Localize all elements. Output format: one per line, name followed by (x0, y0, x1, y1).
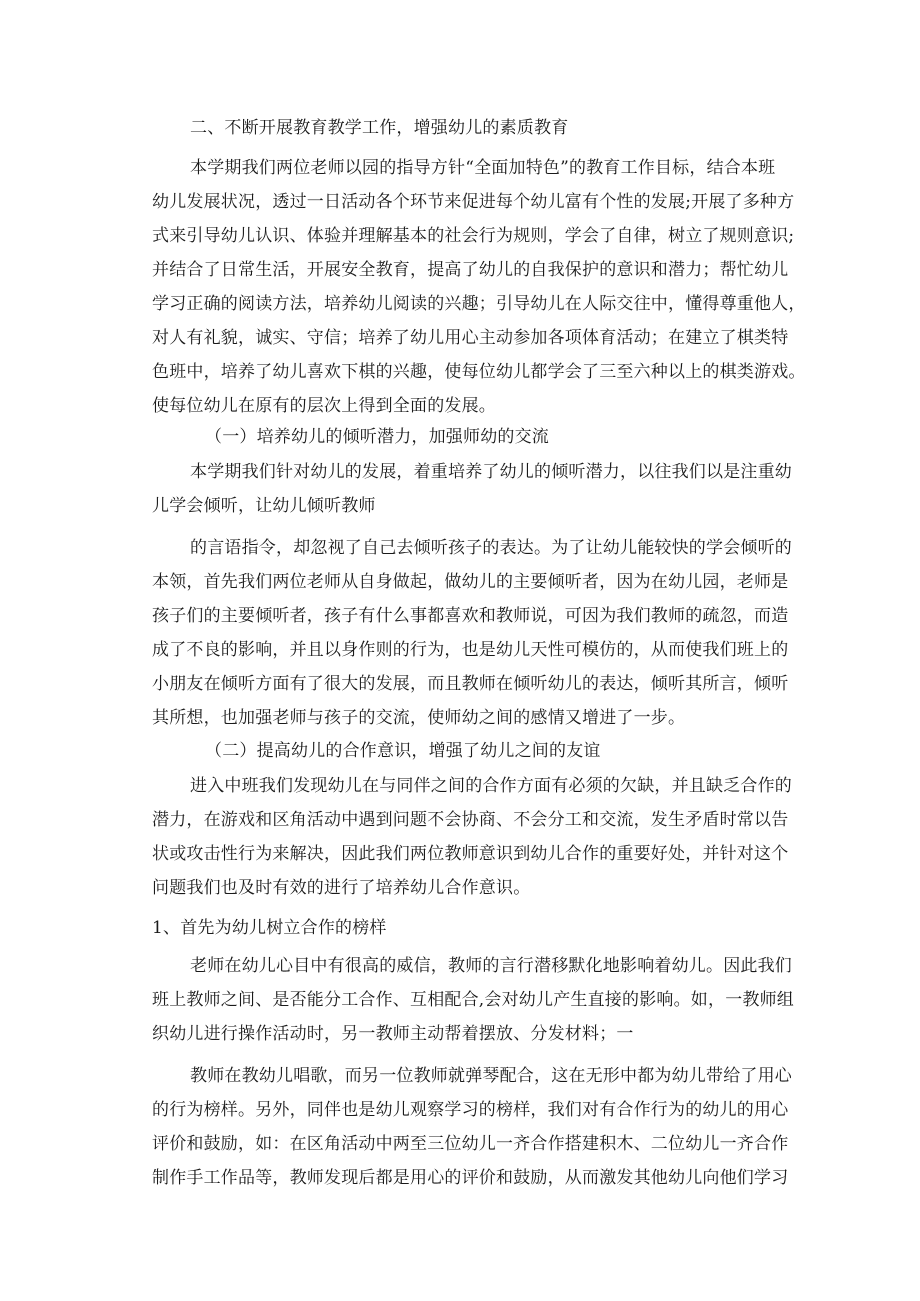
paragraph-line: 对人有礼貌，诚实、守信；培养了幼儿用心主动参加各项体育活动；在建立了棋类特 (152, 328, 789, 348)
paragraph-line: 教师在教幼儿唱歌，而另一位教师就弹琴配合，这在无形中都为幼儿带给了用心 (190, 1066, 792, 1086)
paragraph-line: 的行为榜样。另外，同伴也是幼儿观察学习的榜样，我们对有合作行为的幼儿的用心 (152, 1100, 789, 1120)
paragraph-line: 孩子们的主要倾听者，孩子有什么事都喜欢和教师说，可因为我们教师的疏忽，而造 (152, 606, 789, 626)
paragraph-line: 色班中，培养了幼儿喜欢下棋的兴趣，使每位幼儿都学会了三至六种以上的棋类游戏。 (152, 362, 806, 382)
paragraph-line: 小朋友在倾听方面有了很大的发展，而且教师在倾听幼儿的表达，倾听其所言，倾听 (152, 674, 789, 694)
paragraph-line: 成了不良的影响，并且以身作则的行为，也是幼儿天性可模仿的，从而使我们班上的 (152, 640, 789, 660)
paragraph-line: 本学期我们两位老师以园的指导方针“全面加特色”的教育工作目标，结合本班 (190, 158, 776, 178)
paragraph-line: 儿学会倾听，让幼儿倾听教师 (152, 496, 376, 516)
paragraph-line: 织幼儿进行操作活动时，另一教师主动帮着摆放、分发材料；一 (152, 1024, 634, 1044)
paragraph-line: 本领，首先我们两位老师从自身做起，做幼儿的主要倾听者，因为在幼儿园，老师是 (152, 572, 789, 592)
paragraph-line: 使每位幼儿在原有的层次上得到全面的发展。 (152, 396, 496, 416)
paragraph-line: 学习正确的阅读方法，培养幼儿阅读的兴趣；引导幼儿在人际交往中，懂得尊重他人， (152, 294, 806, 314)
paragraph-line: 班上教师之间、是否能分工合作、互相配合,会对幼儿产生直接的影响。如，一教师组 (152, 990, 795, 1010)
paragraph-line: 其所想，也加强老师与孩子的交流，使师幼之间的感情又增进了一步。 (152, 708, 686, 728)
section-title: 二、不断开展教育教学工作，增强幼儿的素质教育 (190, 118, 569, 138)
paragraph-line: 本学期我们针对幼儿的发展，着重培养了幼儿的倾听潜力，以往我们以是注重幼 (190, 462, 792, 482)
paragraph-line: 进入中班我们发现幼儿在与同伴之间的合作方面有必须的欠缺，并且缺乏合作的 (190, 776, 792, 796)
paragraph-line: 的言语指令，却忽视了自己去倾听孩子的表达。为了让幼儿能较快的学会倾听的 (190, 538, 792, 558)
paragraph-line: 潜力，在游戏和区角活动中遇到问题不会协商、不会分工和交流，发生矛盾时常以告 (152, 810, 789, 830)
subheading: （一）培养幼儿的倾听潜力，加强师幼的交流 (205, 427, 549, 447)
paragraph-line: 幼儿发展状况，透过一日活动各个环节来促进每个幼儿富有个性的发展;开展了多种方 (152, 192, 795, 212)
paragraph-line: 并结合了日常生活，开展安全教育，提高了幼儿的自我保护的意识和潜力；帮忙幼儿 (152, 260, 789, 280)
subheading: （二）提高幼儿的合作意识，增强了幼儿之间的友谊 (205, 741, 601, 761)
paragraph-line: 状或攻击性行为来解决，因此我们两位教师意识到幼儿合作的重要好处，并针对这个 (152, 844, 789, 864)
paragraph-line: 制作手工作品等，教师发现后都是用心的评价和鼓励，从而激发其他幼儿向他们学习 (152, 1168, 789, 1188)
subheading: 1、首先为幼儿树立合作的榜样 (152, 918, 387, 938)
paragraph-line: 评价和鼓励，如：在区角活动中两至三位幼儿一齐合作搭建积木、二位幼儿一齐合作 (152, 1134, 789, 1154)
paragraph-line: 老师在幼儿心目中有很高的威信，教师的言行潜移默化地影响着幼儿。因此我们 (190, 956, 792, 976)
paragraph-line: 问题我们也及时有效的进行了培养幼儿合作意识。 (152, 878, 531, 898)
paragraph-line: 式来引导幼儿认识、体验并理解基本的社会行为规则，学会了自律，树立了规则意识; (152, 226, 795, 246)
